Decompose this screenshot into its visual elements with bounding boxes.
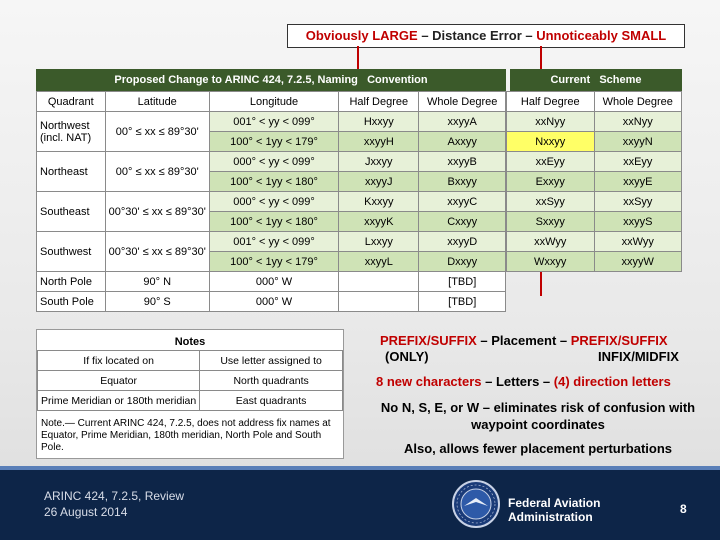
current-half-cell: Nxxyy — [507, 132, 595, 152]
current-half-cell: xxSyy — [507, 192, 595, 212]
whole-degree-cell: Cxxyy — [419, 212, 506, 232]
whole-degree-cell: Dxxyy — [419, 252, 506, 272]
notes-paragraph: Note.— Current ARINC 424, 7.2.5, does not address fix names at Equator, Prime Meridian, 180th meridian, North Pole and South Pole. — [41, 418, 331, 453]
pole-half-cell — [339, 292, 419, 312]
table-row — [37, 112, 506, 132]
half-degree-cell: Jxxyy — [339, 152, 419, 172]
naming-table — [36, 91, 506, 312]
pole-long-cell: 000° W — [209, 292, 338, 312]
pole-half-cell — [339, 272, 419, 292]
longitude-cell: 100° < 1yy < 179° — [209, 132, 338, 152]
placement-infix: INFIX/MIDFIX — [598, 349, 679, 364]
characters-mid: – Letters – — [481, 374, 554, 389]
current-half-cell: Sxxyy — [507, 212, 595, 232]
current-scheme-table — [506, 91, 682, 272]
longitude-cell: 000° < yy < 099° — [209, 192, 338, 212]
table-row — [507, 152, 682, 172]
col-latitude: Latitude — [105, 92, 209, 112]
half-degree-cell: xxyyJ — [339, 172, 419, 192]
table-row — [507, 112, 682, 132]
title-part-small: Unnoticeably SMALL — [536, 28, 667, 43]
longitude-cell: 001° < yy < 099° — [209, 232, 338, 252]
current-half-cell: Exxyy — [507, 172, 595, 192]
confusion-text: No N, S, E, or W – eliminates risk of confusion with waypoint coordinates — [380, 400, 696, 432]
col-longitude: Longitude — [209, 92, 338, 112]
table-row — [507, 252, 682, 272]
slide-title — [287, 24, 685, 48]
longitude-cell: 100° < 1yy < 179° — [209, 252, 338, 272]
latitude-cell: 00° ≤ xx ≤ 89°30' — [105, 152, 209, 192]
whole-degree-cell: xxyyD — [419, 232, 506, 252]
quadrant-cell: Northeast — [37, 152, 106, 192]
table-row — [507, 192, 682, 212]
col-whole-degree: Whole Degree — [419, 92, 506, 112]
whole-degree-cell: xxyyA — [419, 112, 506, 132]
notes-col-a: Prime Meridian or 180th meridian — [38, 391, 200, 411]
current-whole-cell: xxyyE — [594, 172, 682, 192]
pole-lat-cell: 90° S — [105, 292, 209, 312]
whole-degree-cell: Bxxyy — [419, 172, 506, 192]
table-row — [37, 272, 506, 292]
half-degree-cell: Lxxyy — [339, 232, 419, 252]
current-half-cell: xxEyy — [507, 152, 595, 172]
notes-title: Notes — [174, 336, 206, 348]
whole-degree-cell: xxyyB — [419, 152, 506, 172]
notes-col-a: If fix located on — [38, 351, 200, 371]
table-header-row — [37, 92, 506, 112]
notes-row — [38, 391, 343, 411]
half-degree-cell: xxyyL — [339, 252, 419, 272]
current-whole-cell: xxNyy — [594, 112, 682, 132]
title-part-middle: – Distance Error – — [417, 28, 537, 43]
current-half-cell: Wxxyy — [507, 252, 595, 272]
title-part-large: Obviously LARGE — [305, 28, 418, 43]
notes-row — [38, 351, 343, 371]
placement-mid: – Placement – — [476, 333, 571, 348]
placement-prefix-2: PREFIX/SUFFIX — [570, 333, 668, 348]
characters-new: 8 new characters — [376, 374, 482, 389]
footer-title: ARINC 424, 7.2.5, Review — [44, 489, 185, 503]
pole-long-cell: 000° W — [209, 272, 338, 292]
characters-direction: (4) direction letters — [553, 374, 671, 389]
latitude-cell: 00°30' ≤ xx ≤ 89°30' — [105, 192, 209, 232]
current-header-text-2: Scheme — [599, 74, 642, 86]
pole-whole-cell: [TBD] — [419, 272, 506, 292]
quadrant-cell: Southeast — [37, 192, 106, 232]
footer — [0, 466, 720, 540]
latitude-cell: 00° ≤ xx ≤ 89°30' — [105, 112, 209, 152]
current-whole-cell: xxyyS — [594, 212, 682, 232]
pole-name-cell: South Pole — [37, 292, 106, 312]
notes-col-a: Equator — [38, 371, 200, 391]
pole-whole-cell: [TBD] — [419, 292, 506, 312]
page-number: 8 — [680, 502, 687, 516]
col-half-degree: Half Degree — [339, 92, 419, 112]
longitude-cell: 001° < yy < 099° — [209, 112, 338, 132]
half-degree-cell: Hxxyy — [339, 112, 419, 132]
perturbations-text: Also, allows fewer placement perturbations — [403, 441, 672, 456]
notes-col-b: North quadrants — [200, 371, 343, 391]
placement-text — [380, 333, 690, 348]
table-row — [37, 192, 506, 212]
table-row — [507, 132, 682, 152]
current-whole-cell: xxyyW — [594, 252, 682, 272]
whole-degree-cell: xxyyC — [419, 192, 506, 212]
placement-prefix: PREFIX/SUFFIX — [380, 333, 477, 348]
notes-col-b: Use letter assigned to — [200, 351, 343, 371]
table-row — [37, 292, 506, 312]
current-whole-cell: xxWyy — [594, 232, 682, 252]
quadrant-cell: Northwest (incl. NAT) — [37, 112, 106, 152]
longitude-cell: 100° < 1yy < 180° — [209, 212, 338, 232]
placement-only: (ONLY) — [385, 349, 429, 364]
latitude-cell: 00°30' ≤ xx ≤ 89°30' — [105, 232, 209, 272]
table-row — [37, 232, 506, 252]
col-current-half: Half Degree — [507, 92, 595, 112]
table-header-row — [507, 92, 682, 112]
pole-name-cell: North Pole — [37, 272, 106, 292]
current-header-text: Current — [550, 74, 591, 86]
proposed-header — [36, 69, 506, 91]
current-whole-cell: xxEyy — [594, 152, 682, 172]
notes-col-b: East quadrants — [200, 391, 343, 411]
footer-line — [0, 466, 720, 470]
notes-row — [38, 371, 343, 391]
current-whole-cell: xxyyN — [594, 132, 682, 152]
table-row — [507, 172, 682, 192]
longitude-cell: 100° < 1yy < 180° — [209, 172, 338, 192]
whole-degree-cell: Axxyy — [419, 132, 506, 152]
current-whole-cell: xxSyy — [594, 192, 682, 212]
agency-name-2: Administration — [508, 510, 593, 524]
half-degree-cell: xxyyK — [339, 212, 419, 232]
table-row — [507, 212, 682, 232]
table-row — [37, 152, 506, 172]
current-header — [510, 69, 682, 91]
half-degree-cell: xxyyH — [339, 132, 419, 152]
proposed-header-text: Proposed Change to ARINC 424, 7.2.5, Naming — [114, 74, 358, 86]
col-current-whole: Whole Degree — [594, 92, 682, 112]
longitude-cell: 000° < yy < 099° — [209, 152, 338, 172]
faa-seal-icon — [452, 480, 500, 528]
characters-text — [376, 374, 706, 389]
current-half-cell: xxWyy — [507, 232, 595, 252]
agency-name-1: Federal Aviation — [508, 496, 601, 510]
quadrant-cell: Southwest — [37, 232, 106, 272]
table-row — [507, 232, 682, 252]
col-quadrant: Quadrant — [37, 92, 106, 112]
notes-table — [37, 350, 343, 411]
proposed-header-text-2: Convention — [367, 74, 428, 86]
current-half-cell: xxNyy — [507, 112, 595, 132]
half-degree-cell: Kxxyy — [339, 192, 419, 212]
notes-box — [36, 329, 344, 459]
footer-date: 26 August 2014 — [44, 505, 128, 519]
pole-lat-cell: 90° N — [105, 272, 209, 292]
